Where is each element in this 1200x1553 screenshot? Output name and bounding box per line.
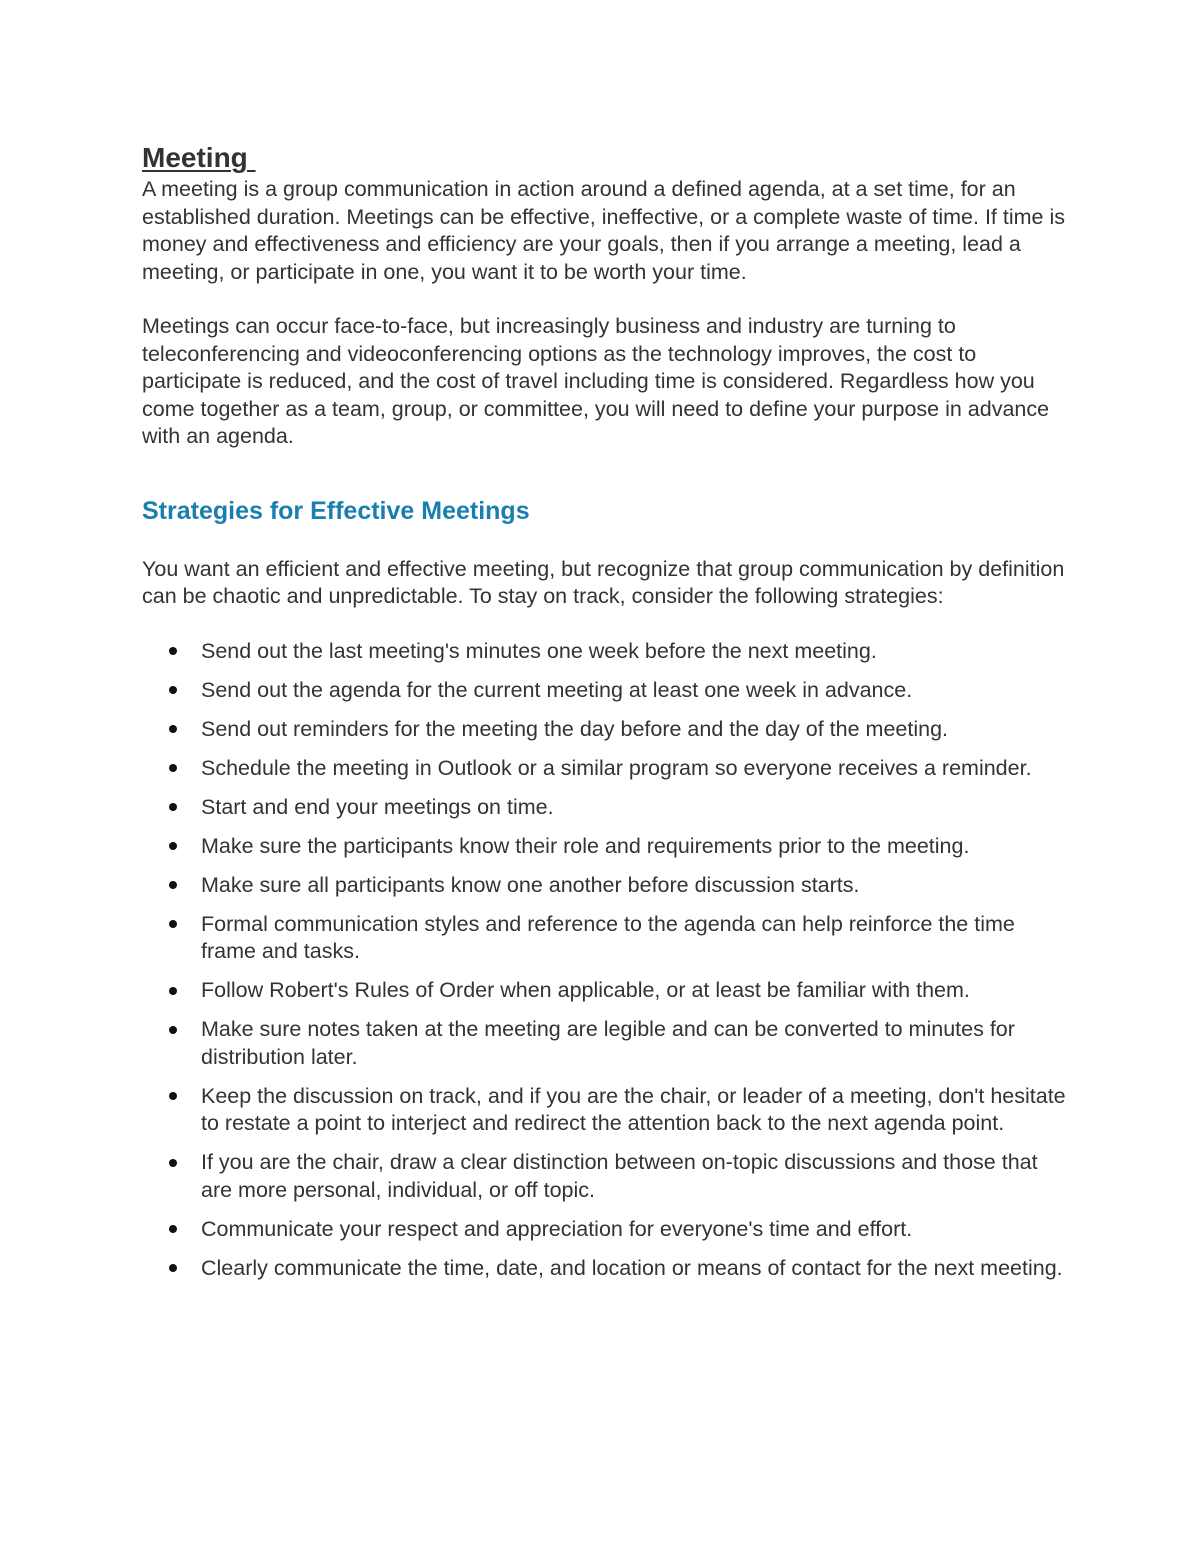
- section-heading: Strategies for Effective Meetings: [142, 496, 530, 525]
- bullet-icon: [169, 803, 177, 811]
- list-item: [142, 677, 1072, 705]
- list-item: [142, 872, 1072, 900]
- list-item-text: Send out the last meeting's minutes one week before the next meeting.: [201, 638, 877, 663]
- list-item: [142, 833, 1072, 861]
- bullet-icon: [169, 764, 177, 772]
- list-item-text: Make sure notes taken at the meeting are legible and can be converted to minutes for distribution later.: [201, 1017, 1015, 1069]
- list-item: [142, 977, 1072, 1005]
- list-item-text: Make sure all participants know one another before discussion starts.: [201, 872, 860, 897]
- list-item-text: Communicate your respect and appreciation for everyone's time and effort.: [201, 1216, 913, 1241]
- page-title: Meeting: [142, 142, 256, 173]
- list-item-text: Send out reminders for the meeting the day before and the day of the meeting.: [201, 716, 948, 741]
- list-item-text: Make sure the participants know their role and requirements prior to the meeting.: [201, 833, 970, 858]
- section-lead-paragraph: You want an efficient and effective meeting, but recognize that group communication by definition can be chaotic and unpredictable. To stay on track, consider the following strategies:: [142, 556, 1065, 608]
- bullet-icon: [169, 725, 177, 733]
- list-item-text: Formal communication styles and reference to the agenda can help reinforce the time frame and tasks.: [201, 911, 1015, 963]
- bullet-icon: [169, 1026, 177, 1034]
- list-item-text: Send out the agenda for the current meeting at least one week in advance.: [201, 677, 913, 702]
- list-item: [142, 755, 1072, 783]
- strategies-list: [142, 638, 1072, 1283]
- list-item-text: Schedule the meeting in Outlook or a similar program so everyone receives a reminder.: [201, 755, 1032, 780]
- list-item: [142, 911, 1072, 966]
- list-item-text: Follow Robert's Rules of Order when applicable, or at least be familiar with them.: [201, 978, 970, 1002]
- document-page: [142, 140, 1072, 1294]
- bullet-icon: [169, 1159, 177, 1167]
- bullet-icon: [169, 1264, 177, 1272]
- bullet-icon: [169, 647, 177, 655]
- bullet-icon: [169, 1225, 177, 1233]
- list-item-text: If you are the chair, draw a clear distinction between on-topic discussions and those that are more personal, individual, or off topic.: [201, 1150, 1038, 1202]
- bullet-icon: [169, 1092, 177, 1100]
- list-item: [142, 638, 1072, 666]
- list-item: [142, 1216, 1072, 1244]
- list-item-text: Keep the discussion on track, and if you are the chair, or leader of a meeting, don't hesitate to restate a point to interject and redirect the attention back to the next agenda point.: [201, 1083, 1066, 1135]
- list-item: [142, 716, 1072, 744]
- intro-paragraph-1: A meeting is a group communication in action around a defined agenda, at a set time, for an established duration. Meetings can be effective, ineffective, or a complete waste of time. If time is money and effectiveness and efficiency are your goals, then if you arrange a meeting, lead a meeting, or participate in one, you want it to be worth your time.: [142, 177, 1065, 284]
- bullet-icon: [169, 842, 177, 850]
- intro-paragraph-2: Meetings can occur face-to-face, but increasingly business and industry are turning to teleconferencing and videoconferencing options as the technology improves, the cost to participate is reduced, and the cost of travel including time is considered. Regardless how you come together as a team, group, or committee, you will need to define your purpose in advance with an agenda.: [142, 314, 1050, 448]
- bullet-icon: [169, 920, 177, 928]
- bullet-icon: [169, 686, 177, 694]
- bullet-icon: [169, 881, 177, 889]
- list-item: [142, 1016, 1072, 1071]
- list-item: [142, 794, 1072, 822]
- list-item-text: Clearly communicate the time, date, and location or means of contact for the next meeting.: [201, 1255, 1063, 1280]
- list-item: [142, 1149, 1072, 1204]
- list-item: [142, 1255, 1072, 1283]
- list-item: [142, 1083, 1072, 1138]
- bullet-icon: [169, 987, 177, 995]
- list-item-text: Start and end your meetings on time.: [201, 794, 554, 819]
